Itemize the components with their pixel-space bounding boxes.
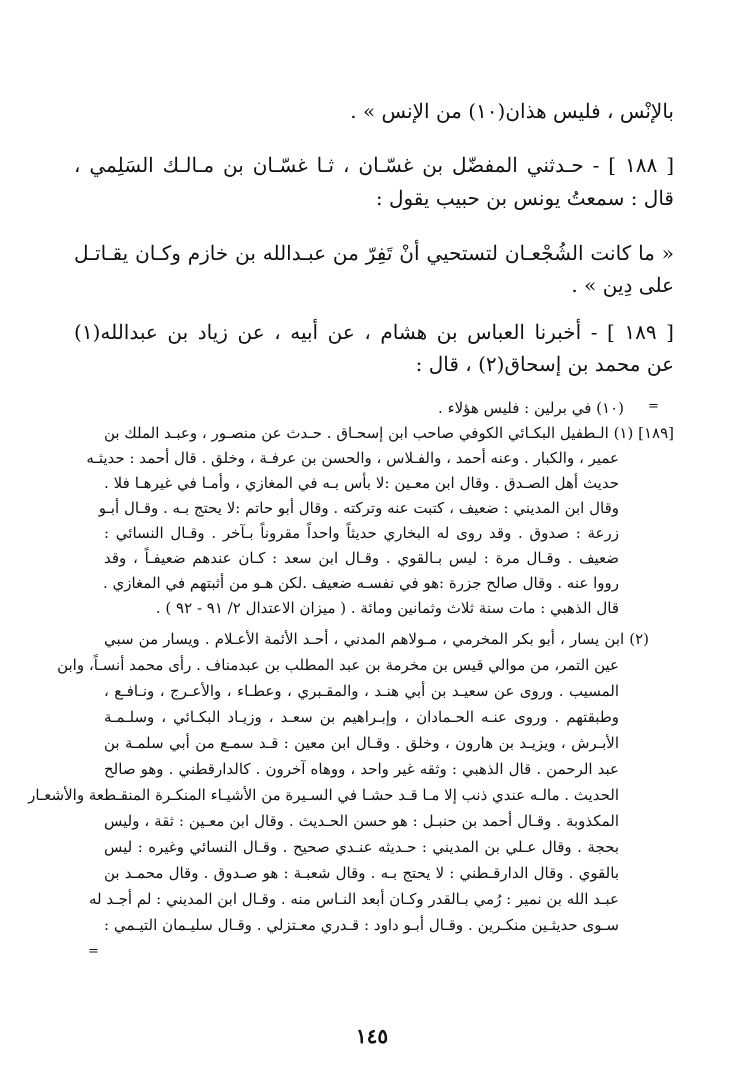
footnote-line: ضعيف . وقـال مرة : ليس بـالقوي . وقـال ابن سعد : كـان عندهم ضعيفـاً ، وقد (104, 549, 619, 567)
body-line: بالإنْس ، فليس هذان(١٠) من الإنس » . (350, 99, 674, 123)
body-line: قال : سمعتُ يونس بن حبيب يقول : (375, 186, 674, 210)
footnote-line: وقال ابن المديني : ضعيف ، كتبت عنه وتركته . وقال أبو حاتم :لا يحتج بـه . وقـال أبـو (98, 499, 619, 517)
footnote-line: (١٠) في برلين : فليس هؤلاء . (438, 399, 624, 417)
body-line: على دِين » . (571, 273, 674, 297)
body-line: « ما كانت الشُجْعـان لتستحيي أنْ تَفِرّ من عبـدالله بن خازم وكـان يقـاتـل (74, 241, 674, 265)
footnote-line: عبـد الله بن نمير : رُمي بـالقدر وكـان أبعد النـاس منه . وقـال ابن المديني : لم أجـد له (89, 890, 619, 908)
footnote-line: بحجة . وقال عـلي بن المديني : حـديثه عنـدي صحيح . وقـال النسائي وغيره : ليس (104, 838, 619, 856)
continuation-marker: = (88, 944, 99, 959)
footnote-line: رووا عنه . وقال صالح جزرة :هو في نفسـه ضعيف .لكن هـو من أثبتهم في المغازي . (102, 574, 619, 592)
footnote-line: حديث أهل الصـدق . وقال ابن معـين :لا بأس بـه في المغازي ، وأمـا في غيرهـا فلا . (104, 474, 619, 492)
page-number: ١٤٥ (355, 1024, 389, 1048)
body-line: عن محمد بن إسحاق(٢) ، قال : (415, 352, 674, 376)
footnote-line: سـوى حديثـين منكـرين . وقـال أبـو داود : قـدري معـتزلي . وقـال سليـمان التيـمي : (104, 916, 619, 934)
footnote-line: المكذوبة . وقـال أحمد بن حنبـل : هو حسن الحـديث . وقال ابن معـين : ثقة ، وليس (104, 812, 619, 830)
footnote-line: الحديث . مالـه عندي ذنب إلا مـا قـد حشـا في السـيرة من الأشيـاء المنكـرة المنقـطعة والأشعـار (28, 786, 619, 804)
footnote-line: وطبقتهم . وروى عنـه الحـمادان ، وإبـراهيم بن سعـد ، وزيـاد البكـائي ، وسلـمـة (104, 708, 619, 726)
footnote-line (104, 939, 619, 963)
footnote-line: عمير ، والكبار . وعنه أحمد ، والفـلاس ، والحسن بن عرفـة ، وخلق . قال أحمد : حديثـه (86, 449, 619, 467)
footnote-line: (٢) ابن يسار ، أبو بكر المخرمي ، مـولاهم المدني ، أحـد الأئمة الأعـلام . ويسار من سبي (104, 630, 649, 648)
footnote-line: زرعة : صدوق . وقد روى له البخاري حديثاً واحداً مقروناً بـآخر . وقـال النسائي : (104, 524, 619, 542)
footnote-line: المسيب . وروى عن سعيـد بن أبي هنـد ، والمقـبري ، وعطـاء ، والأعـرج ، ونـافـع ، (104, 682, 619, 700)
body-line: [ ١٨٨ ] - حـدثني المفضّل بن غسّـان ، ثـا غسّـان بن مـالـك السَلِمي ، (74, 153, 675, 177)
footnote-line: عبد الرحمن . قال الذهبي : وثقه غير واحد ، ووهاه آخرون . كالدارقطني . وهو صالح (104, 760, 619, 778)
footnote-line: [١٨٩] (١) الـطفيل البكـائي الكوفي صاحب ابن إسحـاق . حـدث عن منصـور ، وعبـد الملك بن (103, 424, 674, 442)
footnote-line: قال الذهبي : مات سنة ثلاث وثمانين ومائة . ( ميزان الاعتدال ٢/ ٩١ - ٩٢ ) . (155, 599, 619, 617)
footnote-line: الأبـرش ، ويزيـد بن هارون ، وخلق . وقـال ابن معين : قـد سمـع من أبي سلمـة بن (104, 734, 619, 752)
footnote-line: عين التمر، من موالي قيس بن مخرمة بن عبد المطلب بن عبدمناف . رأى محمد أنسـاً، وابن (57, 656, 619, 674)
continuation-marker: = (648, 399, 659, 414)
body-line: [ ١٨٩ ] - أخبرنا العباس بن هشام ، عن أبيه ، عن زياد بن عبدالله(١) (74, 320, 674, 344)
footnote-line: بالقوي . وقال الدارقـطني : لا يحتج بـه . وقال شعبـة : هو صـدوق . وقال محمـد بن (104, 864, 619, 882)
